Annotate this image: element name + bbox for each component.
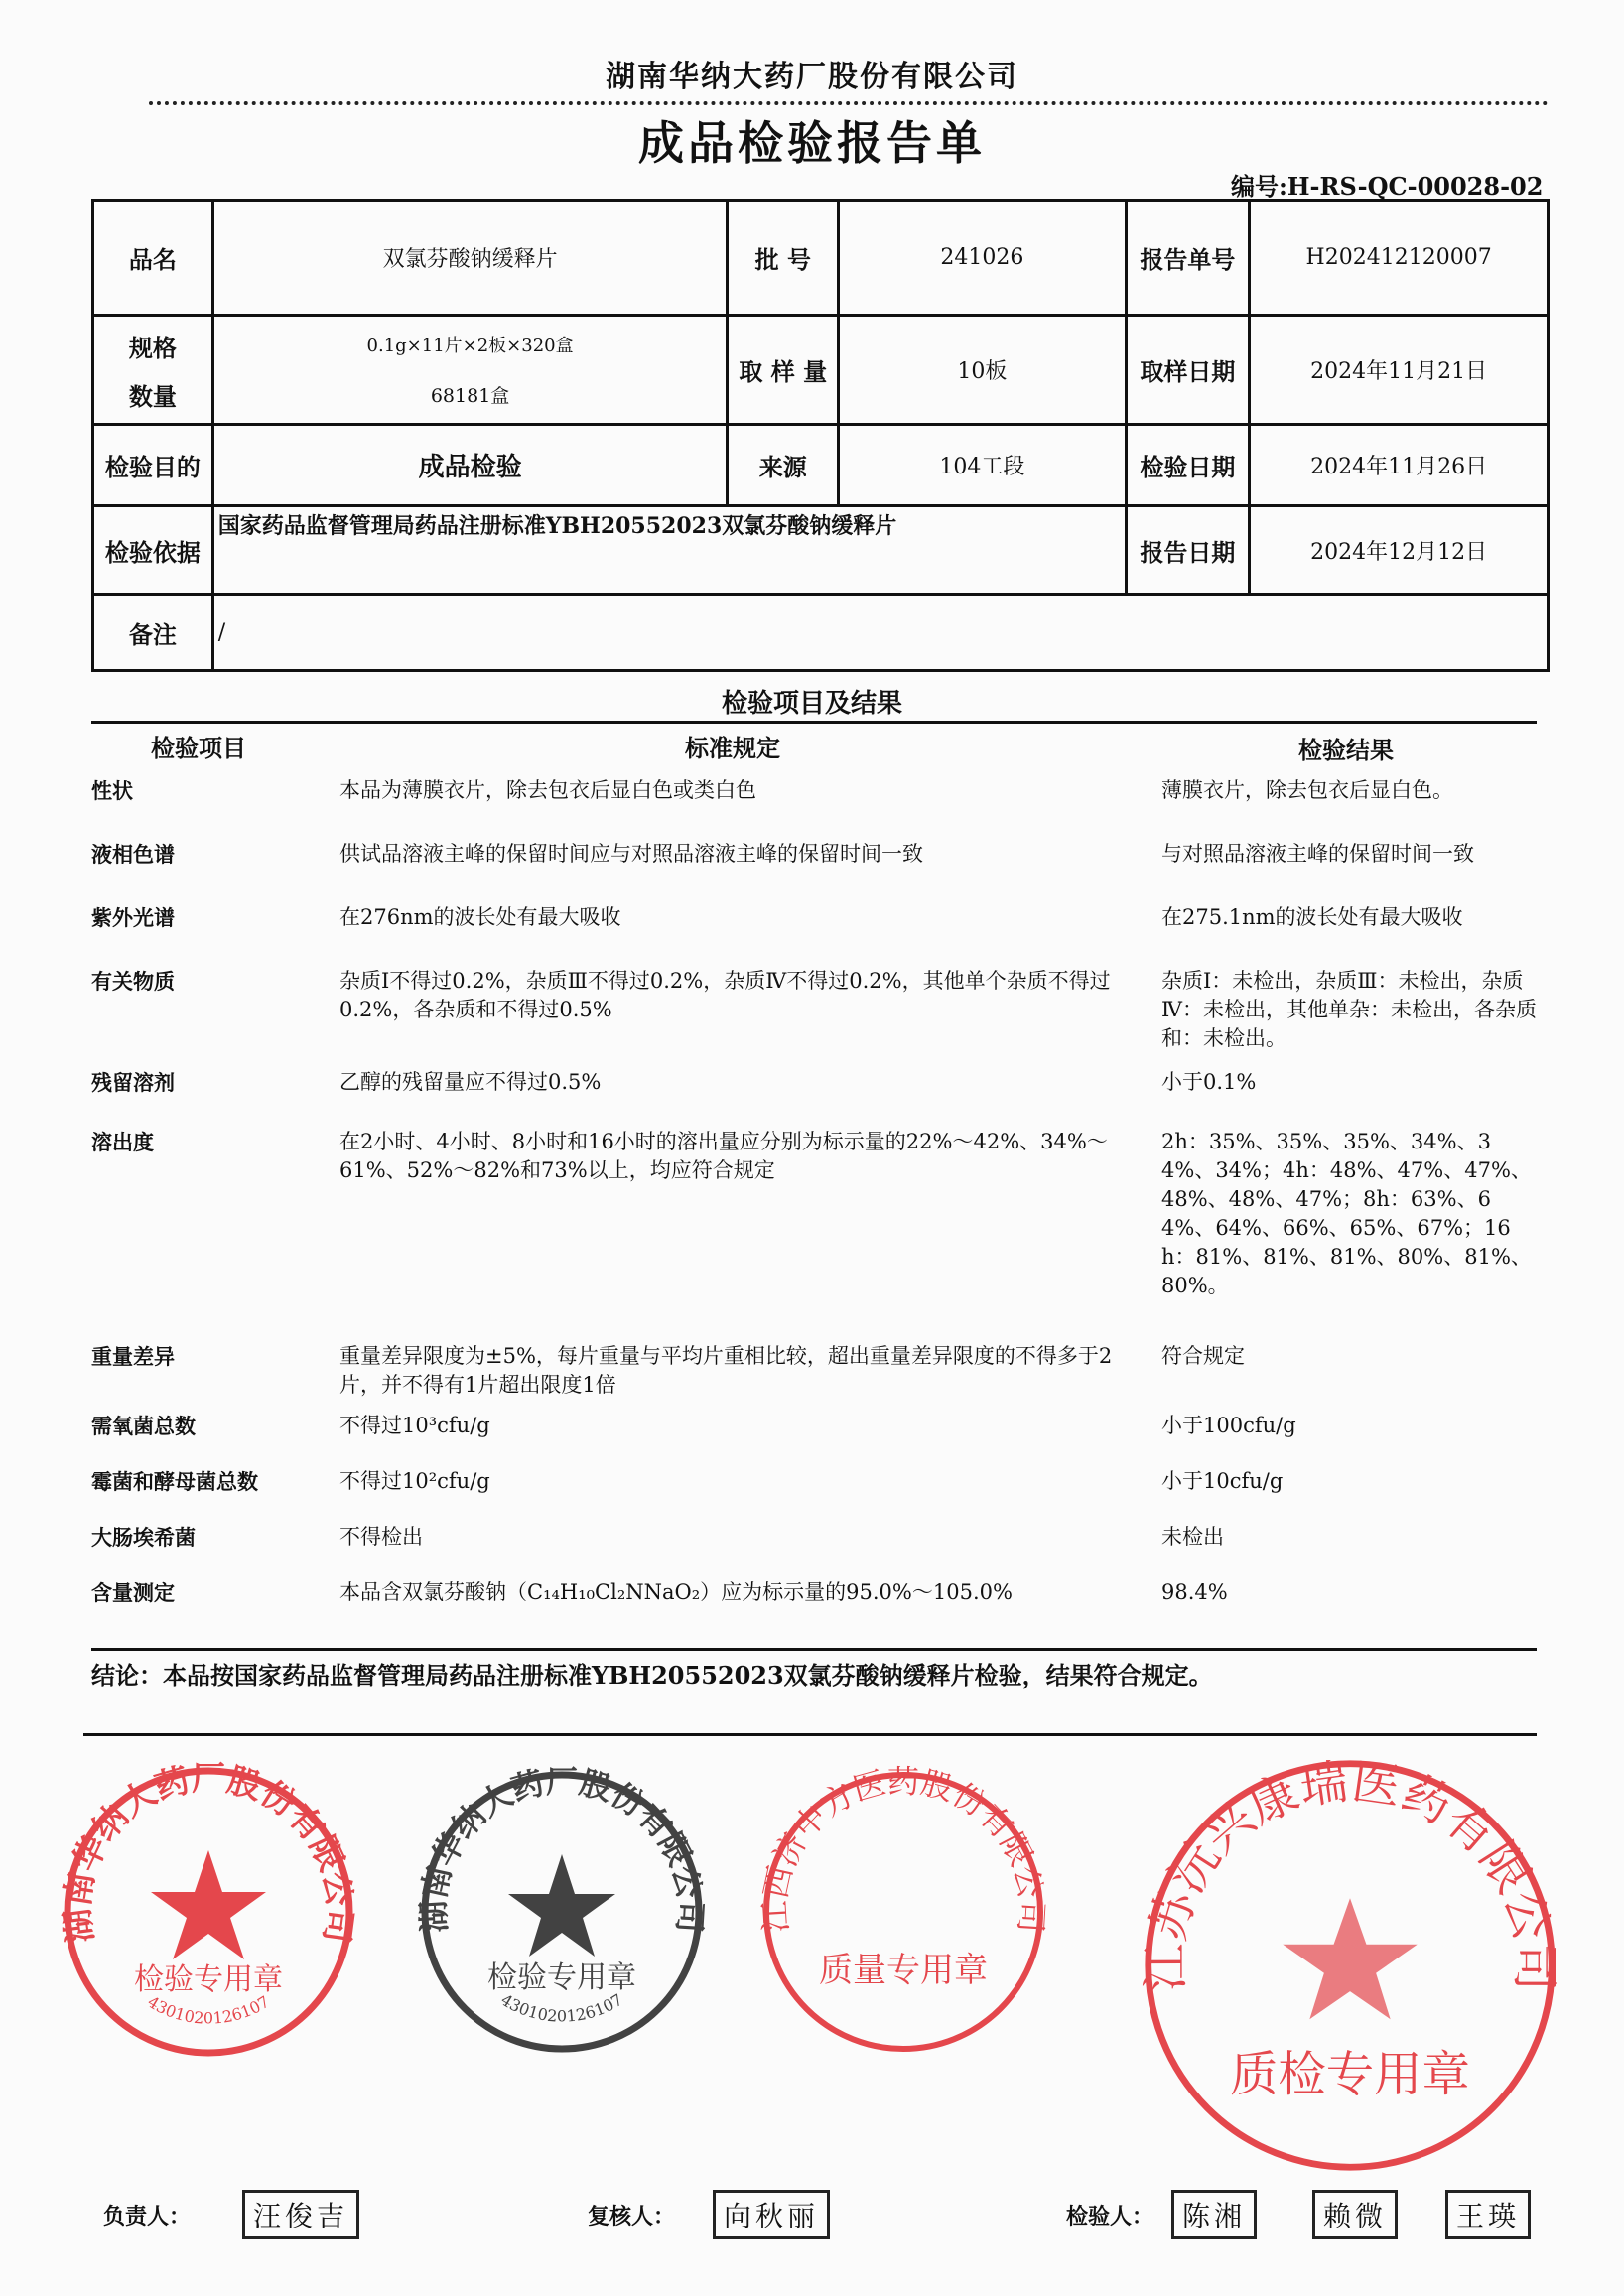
customer-stamp-center: 质检专用章	[1230, 2046, 1470, 2102]
responsible-label: 负责人：	[103, 2204, 192, 2229]
test-item: 液相色谱	[91, 842, 175, 867]
qc-red-stamp-number: 4301020126107	[144, 1991, 273, 2028]
qc-red-stamp-ring: 湖南华纳大药厂股份有限公司	[58, 1758, 359, 1946]
test-item: 溶出度	[91, 1130, 154, 1154]
test-standard: 杂质Ⅰ不得过0.2%，杂质Ⅲ不得过0.2%，杂质Ⅳ不得过0.2%，其他单个杂质不得过0.2%，各杂质和不得过0.5%	[339, 969, 1111, 1021]
product-label: 品名	[93, 201, 213, 316]
batch-value: 241026	[839, 201, 1126, 316]
test-result: 薄膜衣片，除去包衣后显白色。	[1161, 778, 1453, 802]
test-standard: 供试品溶液主峰的保留时间应与对照品溶液主峰的保留时间一致	[339, 842, 923, 866]
conclusion: 结论：本品按国家药品监督管理局药品注册标准YBH20552023双氯芬酸钠缓释片检验，结果符合规定。	[91, 1661, 1213, 1689]
col-header-item: 检验项目	[151, 734, 246, 762]
spec-text: 0.1g×11片×2板×320盒	[366, 336, 574, 356]
test-standard: 重量差异限度为±5%，每片重量与平均片重相比较，超出重量差异限度的不得多于2片，并不得有1片超出限度1倍	[339, 1344, 1113, 1397]
star-icon	[508, 1854, 615, 1957]
qc-black-stamp-ring: 湖南华纳大药厂股份有限公司	[414, 1762, 710, 1934]
spec-label-1: 规格	[128, 333, 177, 362]
qc-red-stamp	[58, 1758, 359, 2061]
remark-value: /	[212, 595, 1548, 671]
page-title: 成品检验报告单	[638, 116, 986, 170]
test-result: 未检出	[1161, 1525, 1224, 1549]
qc-black-stamp-center: 检验专用章	[487, 1960, 636, 1995]
test-item: 需氧菌总数	[91, 1414, 196, 1438]
sample-date-value: 2024年11月21日	[1250, 316, 1549, 425]
test-item: 残留溶剂	[91, 1070, 175, 1095]
customer-stamp-ring: 江苏沅兴康瑞医药有限公司	[1138, 1754, 1562, 1992]
inspector-label: 检验人：	[1066, 2204, 1154, 2229]
test-standard: 乙醇的残留量应不得过0.5%	[339, 1070, 602, 1094]
test-item: 大肠埃希菌	[91, 1525, 196, 1550]
report-no-value: H202412120007	[1250, 201, 1549, 316]
svg-text:4301020126107	[144, 1992, 272, 2028]
test-item: 含量测定	[91, 1580, 175, 1605]
col-header-result: 检验结果	[1298, 736, 1394, 764]
sample-qty-label: 取 样 量	[728, 316, 839, 425]
test-result: 小于10cfu/g	[1161, 1469, 1284, 1493]
conclusion-top-rule	[91, 1648, 1537, 1651]
customer-stamp	[1138, 1754, 1562, 2174]
source-value: 104工段	[839, 425, 1126, 506]
test-item: 紫外光谱	[91, 905, 175, 930]
test-standard: 不得过10²cfu/g	[339, 1469, 490, 1493]
quality-stamp-center: 质量专用章	[819, 1951, 988, 1990]
qc-black-stamp-number: 4301020126107	[497, 1989, 626, 2026]
inspector-signature-3: 王瑛	[1445, 2190, 1531, 2239]
test-result: 与对照品溶液主峰的保留时间一致	[1161, 842, 1474, 866]
test-result: 杂质Ⅰ：未检出，杂质Ⅲ：未检出，杂质Ⅳ：未检出，其他单杂：未检出，各杂质和：未检出。	[1161, 969, 1537, 1050]
star-icon	[151, 1850, 266, 1959]
report-no-label: 报告单号	[1126, 201, 1250, 316]
test-date-label: 检验日期	[1126, 425, 1250, 506]
reviewer-signature: 向秋丽	[713, 2190, 830, 2239]
results-section-title: 检验项目及结果	[721, 689, 902, 719]
inspector-signature-1: 陈湘	[1171, 2190, 1257, 2239]
reviewer-label: 复核人：	[588, 2204, 676, 2229]
spec-value	[212, 316, 728, 425]
col-header-standard: 标准规定	[685, 734, 780, 762]
svg-text:江西济中方医药股份有限公司	[755, 1762, 1050, 1934]
quantity-text: 68181盒	[430, 385, 510, 407]
inspector-signature-2: 赖微	[1312, 2190, 1398, 2239]
company-name: 湖南华纳大药厂股份有限公司	[606, 60, 1018, 94]
document-code: 编号:H-RS-QC-00028-02	[1231, 172, 1544, 201]
purpose-value: 成品检验	[212, 425, 728, 506]
remark-label: 备注	[93, 595, 213, 671]
header-divider	[149, 101, 1549, 105]
test-result: 98.4%	[1161, 1580, 1228, 1604]
report-date-label: 报告日期	[1126, 506, 1250, 595]
test-item: 霉菌和酵母菌总数	[91, 1469, 258, 1494]
test-item: 重量差异	[91, 1344, 175, 1369]
test-result: 2h：35%、35%、35%、34%、34%、34%；4h：48%、47%、47%、48%、48%、47%；8h：63%、64%、64%、66%、65%、67%；16h：81%、81%、81%、80%、81%、80%。	[1161, 1130, 1532, 1297]
test-item: 有关物质	[91, 969, 175, 994]
batch-label: 批 号	[728, 201, 839, 316]
qc-red-stamp-center: 检验专用章	[134, 1962, 283, 1997]
product-value: 双氯芬酸钠缓释片	[212, 201, 728, 316]
sample-date-label: 取样日期	[1126, 316, 1250, 425]
spec-label-2: 数量	[128, 381, 177, 411]
test-result: 小于100cfu/g	[1161, 1414, 1296, 1437]
quality-stamp-ring: 江西济中方医药股份有限公司	[755, 1762, 1051, 1934]
test-standard: 在2小时、4小时、8小时和16小时的溶出量应分别为标示量的22%～42%、34%～61%、52%～82%和73%以上，均应符合规定	[339, 1130, 1108, 1182]
test-result: 符合规定	[1161, 1344, 1245, 1368]
qc-black-stamp	[414, 1762, 710, 2057]
spec-label	[93, 316, 213, 425]
test-standard: 不得过10³cfu/g	[339, 1414, 490, 1437]
sample-qty-value: 10板	[839, 316, 1126, 425]
responsible-signature: 汪俊吉	[242, 2190, 359, 2239]
report-date-value: 2024年12月12日	[1250, 506, 1549, 595]
source-label: 来源	[728, 425, 839, 506]
quality-stamp	[755, 1762, 1051, 2057]
purpose-label: 检验目的	[93, 425, 213, 506]
info-table	[91, 199, 1550, 672]
test-item: 性状	[91, 778, 133, 803]
test-result: 在275.1nm的波长处有最大吸收	[1161, 905, 1463, 929]
test-standard: 本品含双氯芬酸钠（C₁₄H₁₀Cl₂NNaO₂）应为标示量的95.0%～105.0%	[339, 1580, 1013, 1604]
test-standard: 在276nm的波长处有最大吸收	[339, 905, 621, 929]
basis-label: 检验依据	[93, 506, 213, 595]
test-standard: 不得检出	[339, 1525, 423, 1549]
svg-text:4301020126107	[497, 1990, 625, 2026]
conclusion-bottom-rule	[83, 1733, 1537, 1736]
basis-value: 国家药品监督管理局药品注册标准YBH20552023双氯芬酸钠缓释片	[212, 506, 1126, 595]
test-standard: 本品为薄膜衣片，除去包衣后显白色或类白色	[339, 778, 756, 802]
test-date-value: 2024年11月26日	[1250, 425, 1549, 506]
results-top-rule	[91, 721, 1537, 724]
star-icon	[1283, 1898, 1417, 2019]
test-result: 小于0.1%	[1161, 1070, 1257, 1094]
